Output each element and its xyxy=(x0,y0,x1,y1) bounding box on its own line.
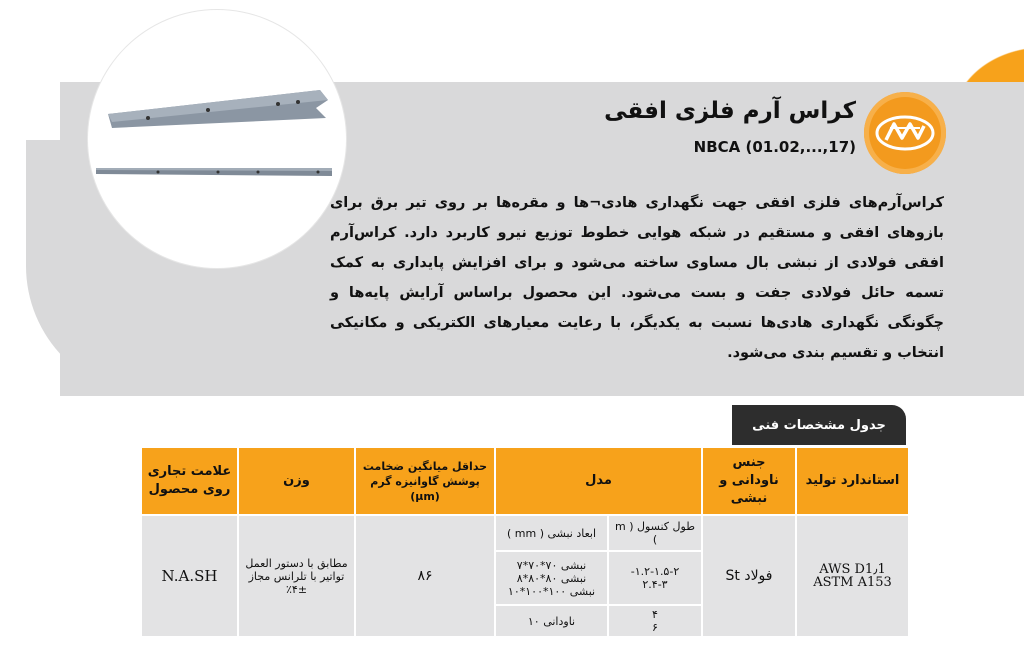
standard-astm: ASTM A153 xyxy=(813,575,892,590)
col-header-weight: وزن xyxy=(238,447,355,515)
product-photo xyxy=(88,10,346,268)
cell-dimension-values: نبشی ۷۰*۷۰*۷ نبشی ۸۰*۸۰*۸ نبشی ۱۰۰*۱۰۰*۱۰ xyxy=(495,551,608,605)
table-header-row xyxy=(141,447,909,515)
cell-material: فولاد St xyxy=(702,515,796,637)
cell-standard xyxy=(796,515,909,637)
cell-dimension-values-2: ناودانی ۱۰ xyxy=(495,605,608,637)
cell-subheader-dimensions: ابعاد نبشی ( mm ) xyxy=(495,515,608,551)
product-code: NBCA (01.02,...,17) xyxy=(693,138,856,156)
col-header-standard: استاندارد تولید xyxy=(796,447,909,515)
col-header-model: مدل xyxy=(495,447,702,515)
company-logo-icon xyxy=(864,92,946,174)
col-header-coating: حداقل میانگین ضخامت پوشش گاوانیزه گرم (μm) xyxy=(355,447,495,515)
corner-accent xyxy=(884,0,1024,82)
cell-length-values-2: ۴ ۶ xyxy=(608,605,702,637)
cell-marking: N.A.SH xyxy=(141,515,238,637)
cross-arm-image xyxy=(88,10,346,268)
spec-table-tag: جدول مشخصات فنی xyxy=(732,405,906,445)
col-header-material: جنس ناودانی و نبشی xyxy=(702,447,796,515)
cell-length-values: ۱.۲-۱.۵-۲- ۲.۴-۳ xyxy=(608,551,702,605)
standard-aws: AWS D1٫1 xyxy=(819,562,886,577)
page-title: کراس آرم فلزی افقی xyxy=(604,98,856,124)
col-header-marking: علامت تجاری روی محصول xyxy=(141,447,238,515)
table-row xyxy=(141,515,909,551)
spec-table xyxy=(140,446,910,638)
cell-coating: ۸۶ xyxy=(355,515,495,637)
cell-subheader-length: طول کنسول ( m ) xyxy=(608,515,702,551)
cell-weight: مطابق با دستور العمل تواتیر با تلرانس مجاز ±۴٪ xyxy=(238,515,355,637)
product-description: کراس‌آرم‌های فلزی افقی جهت نگهداری هادی¬ها و مقره‌ها بر روی تیر برق برای بازوهای افقی و مستقیم در شبکه هوایی خطوط توزیع نیرو کاربرد دارد. کراس‌آرم افقی فولادی از نبشی بال مساوی ساخته می‌شود و برای افزایش پایداری به کمک تسمه حائل فولادی جفت و بست می‌شود. این محصول براساس آرایش پایه‌ها و چگونگی نگهداری هادی‌ها نسبت به یکدیگر، با رعایت معیارهای الکتریکی و مکانیکی انتخاب و تقسیم بندی می‌شود. xyxy=(330,195,944,361)
